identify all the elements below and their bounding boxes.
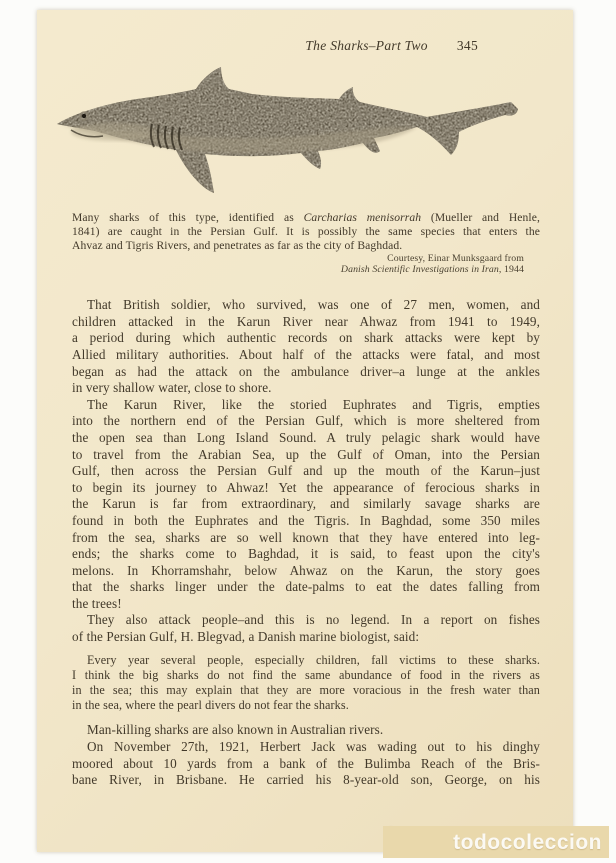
paragraph [72,722,540,739]
text-line: the trees! [72,595,122,611]
text-line: in the sea, where the pearl divers do not fear the sharks. [72,698,349,713]
book-page [37,10,573,852]
text-line: Ahvaz and Tigris Rivers, and penetrates as far as the city of Baghdad. [72,239,403,252]
text-line: that the sharks linger under the date-palms to eat the dates falling from [72,579,540,595]
paragraph [72,612,540,645]
text-line: I think the big sharks do not find the same abundance of food in the rivers as [72,667,540,682]
text-line: to travel from the Arabian Sea, up the Gulf of Oman, into the Persian [72,446,540,462]
text-line: On November 27th, 1921, Herbert Jack was wading out to his dinghy [87,739,540,755]
text-line: That British soldier, who survived, was one of 27 men, women, and [87,297,540,313]
text-line: ends; the sharks come to Baghdad, it is said, to feast upon the city's [72,546,540,562]
figure-caption [72,211,540,253]
text-line: Man-killing sharks are also known in Australian rivers. [87,722,384,738]
text-line: bane River, in Brisbane. He carried his 8-year-old son, George, on his [72,772,540,788]
text-line: in very shallow water, close to shore. [72,380,272,396]
text-line: in the sea; this may explain that they are more voracious in the fresh water than [72,683,540,698]
text-line: Allied military authorities. About half of the attacks were fatal, and most [72,346,540,362]
text-line: Many sharks of this type, identified as Carcharias menisorrah (Mueller and Henle, [72,211,540,224]
shark-eye [82,114,86,118]
shark-illustration [55,62,528,207]
text-line: began as had the attack on the ambulance driver–a lunge at the ankles [72,363,540,379]
text-line: children attacked in the Karun River near Ahwaz from 1941 to 1949, [72,313,540,329]
shark-figure [55,62,528,207]
running-head [72,38,540,55]
text-line: found in both the Euphrates and the Tigris. In Baghdad, some 350 miles [72,512,540,528]
body-text-column [72,297,540,789]
text-line: 1841) are caught in the Persian Gulf. It is possibly the same species that enters the [72,225,540,238]
text-line: They also attack people–and this is no legend. In a report on fishes [87,612,540,628]
text-line: The Karun River, like the storied Euphrates and Tigris, empties [87,396,540,412]
figure-credit [72,254,540,275]
page-number: 345 [456,38,478,53]
text-line: to begin its journey to Ahwaz! Yet the appearance of ferocious sharks in [72,479,540,495]
text-line: into the northern end of the Persian Gulf, which is more sheltered from [72,413,540,429]
text-line: Courtesy, Einar Munksgaard from [387,253,524,264]
watermark-band [383,826,609,858]
page-title: The Sharks–Part Two [305,38,428,53]
paragraph [72,297,540,397]
text-line: from the sea, sharks are so well known that they have entered into leg- [72,529,540,545]
block-quote [72,653,540,714]
text-line: moored about 10 yards from a bank of the Bulimba Reach of the Bris- [72,755,540,771]
paragraph [72,739,540,789]
text-line: Danish Scientific Investigations in Iran, 1944 [340,263,524,275]
text-line: Gulf, then across the Persian Gulf and up the mouth of the Karun–just [72,463,540,479]
watermark-text: todocoleccion [453,831,602,854]
text-line: a period during which authentic records on shark attacks were kept by [72,330,540,346]
text-line: of the Persian Gulf, H. Blegvad, a Danish marine biologist, said: [72,629,420,645]
text-line: the Karun is far from extraordinary, and similarly savage sharks are [72,496,540,512]
paragraph [72,397,540,613]
text-line: melons. In Khorramshahr, below Ahwaz on the Karun, the story goes [72,562,540,578]
text-line: Every year several people, especially children, fall victims to these sharks. [87,652,540,667]
text-line: the open sea than Long Island Sound. A truly pelagic shark would have [72,429,540,445]
